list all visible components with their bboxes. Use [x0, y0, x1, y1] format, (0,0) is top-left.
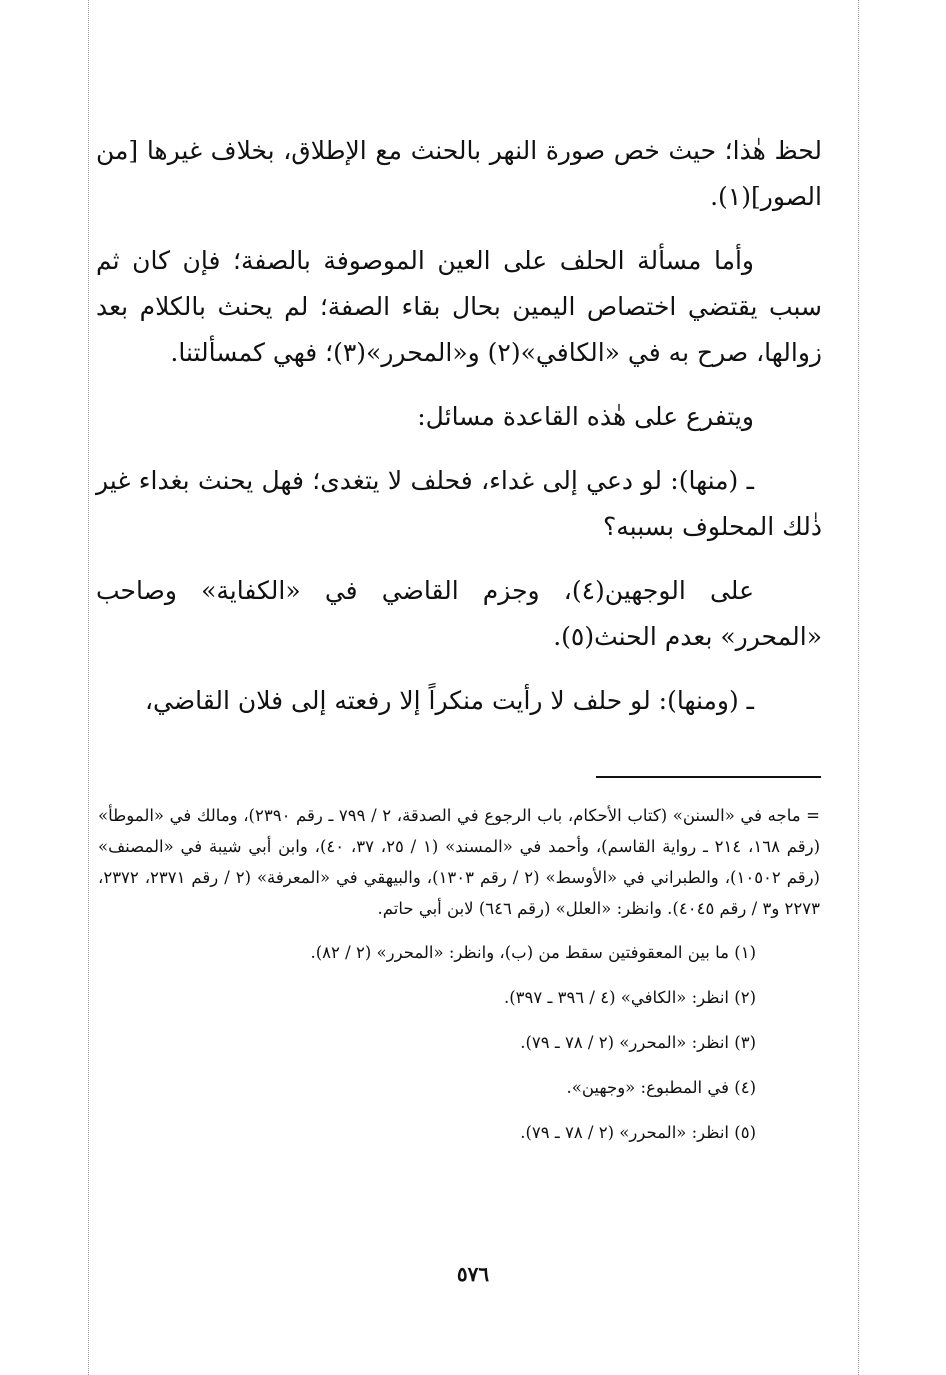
footnote: (٢) انظر: «الكافي» (٤ / ٣٩٦ ـ ٣٩٧).	[503, 988, 756, 1007]
body-text	[96, 128, 822, 742]
footnotes	[98, 800, 820, 1155]
footnote: (٤) في المطبوع: «وجهين».	[566, 1078, 756, 1097]
page-number: ٥٧٦	[456, 1262, 490, 1286]
footnote-separator	[596, 776, 821, 778]
footnote: (١) ما بين المعقوفتين سقط من (ب)، وانظر: «المحرر» (٢ / ٨٢).	[310, 943, 756, 962]
body-paragraph: وأما مسألة الحلف على العين الموصوفة بالصفة؛ فإن كان ثم سبب يقتضي اختصاص اليمين بحال بقاء الصفة؛ لم يحنث بالكلام بعد زوالها، صرح به في «الكافي»(٢) و«المحرر»(٣)؛ فهي كمسألتنا.	[96, 246, 822, 367]
page-margin-line	[88, 0, 89, 1375]
body-paragraph: ـ (منها): لو دعي إلى غداء، فحلف لا يتغدى؛ فهل يحنث بغداء غير ذٰلك المحلوف بسببه؟	[96, 466, 822, 541]
footnote: (٥) انظر: «المحرر» (٢ / ٧٨ ـ ٧٩).	[520, 1123, 756, 1142]
page-margin-line	[858, 0, 859, 1375]
footnote: (٣) انظر: «المحرر» (٢ / ٧٨ ـ ٧٩).	[520, 1033, 756, 1052]
body-paragraph: ويتفرع على هٰذه القاعدة مسائل:	[417, 402, 754, 431]
body-paragraph: لحظ هٰذا؛ حيث خص صورة النهر بالحنث مع الإطلاق، بخلاف غيرها [من الصور](١).	[96, 136, 822, 211]
footnote-continuation: = ماجه في «السنن» (كتاب الأحكام، باب الرجوع في الصدقة، ٢ / ٧٩٩ ـ رقم ٢٣٩٠)، ومالك في «الموطأ» (رقم ١٦٨، ٢١٤ ـ رواية القاسم)، وأحمد في «المسند» (١ / ٢٥، ٣٧، ٤٠)، وابن أبي شيبة في «المصنف» (رقم ١٠٥٠٢)، والطبراني في «الأوسط» (٢ / رقم ١٣٠٣)، والبيهقي في «المعرفة» (٢ / رقم ٢٣٧١، ٢٣٧٢، ٢٢٧٣ و٣ / رقم ٤٠٤٥). وانظر: «العلل» (رقم ٦٤٦) لابن أبي حاتم.	[98, 806, 821, 918]
body-paragraph: على الوجهين(٤)، وجزم القاضي في «الكفاية» وصاحب «المحرر» بعدم الحنث(٥).	[96, 576, 822, 651]
body-paragraph: ـ (ومنها): لو حلف لا رأيت منكراً إلا رفعته إلى فلان القاضي،	[144, 686, 754, 715]
